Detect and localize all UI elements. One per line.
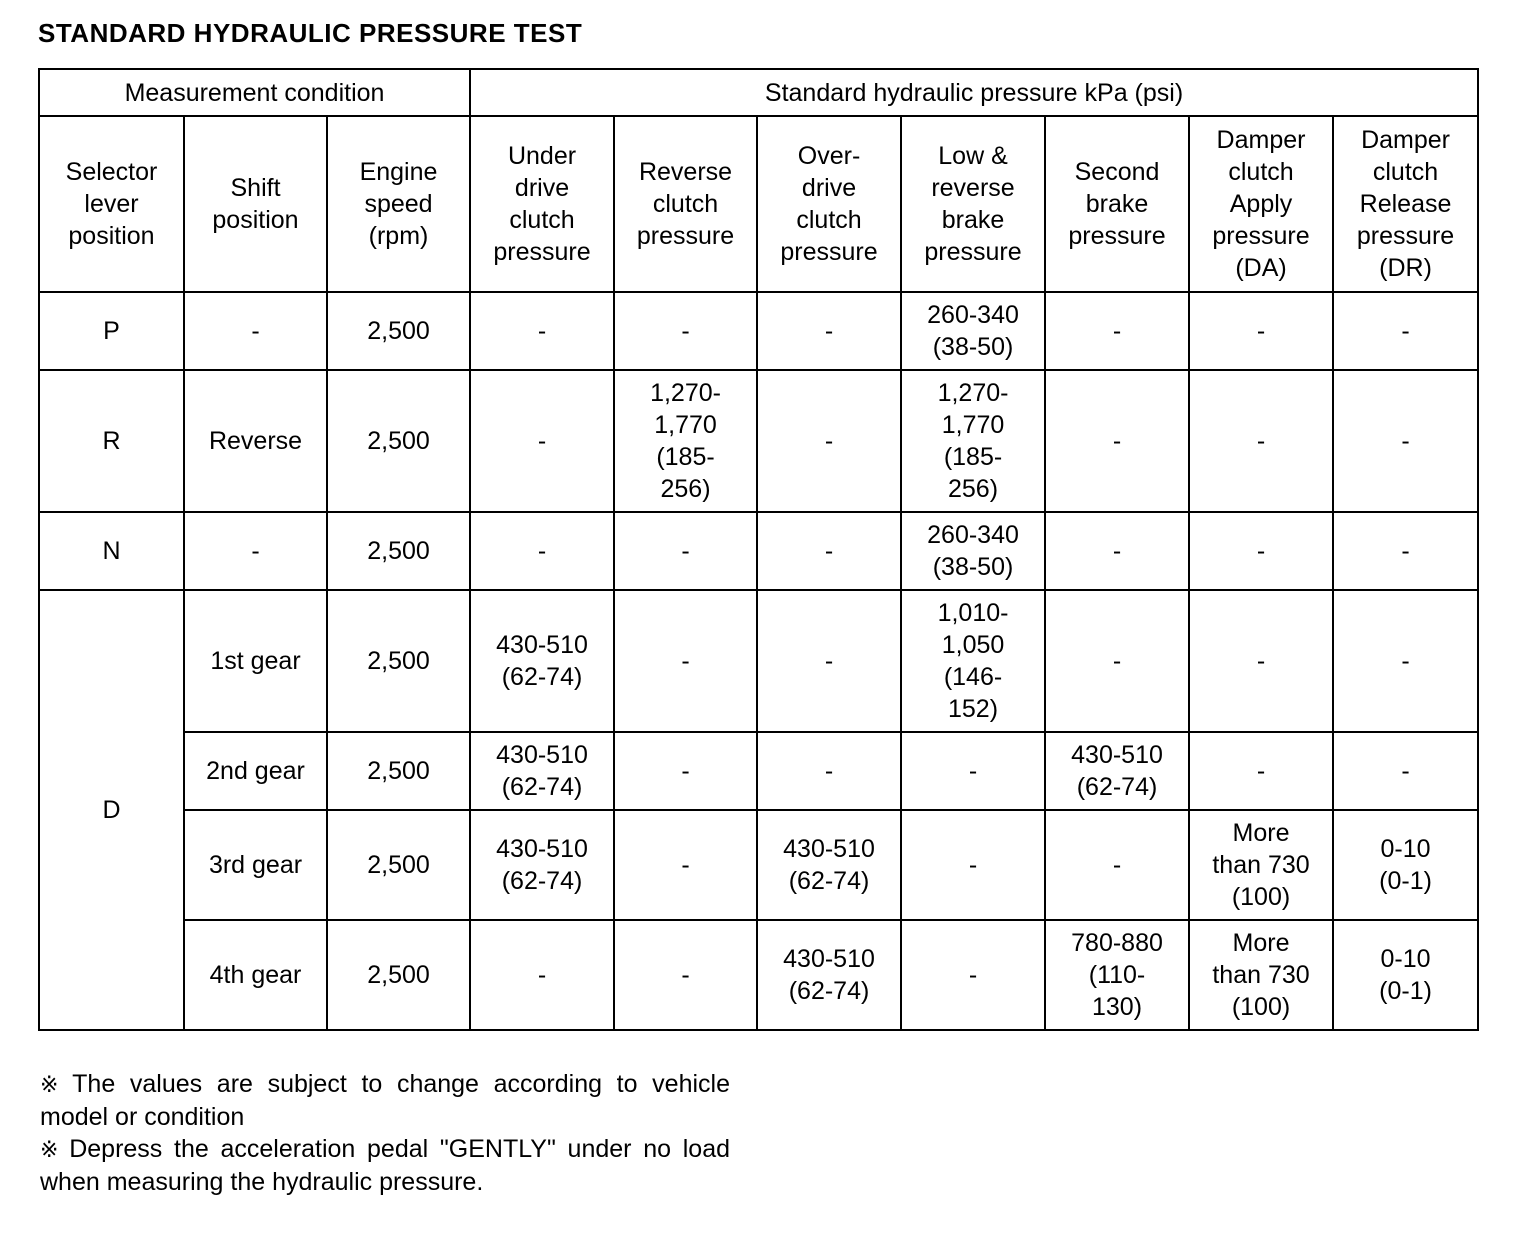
note-text: Depress the acceleration pedal "GENTLY" under no load when measuring the hydraulic pressure. bbox=[40, 1135, 731, 1196]
table-cell: 0-10 (0-1) bbox=[1333, 920, 1478, 1030]
table-cell: - bbox=[1045, 370, 1189, 512]
selector-cell: D bbox=[39, 590, 184, 1030]
table-cell: 2,500 bbox=[327, 732, 470, 810]
table-cell: - bbox=[184, 292, 327, 370]
table-cell: 430-510 (62-74) bbox=[757, 810, 901, 920]
table-cell: 4th gear bbox=[184, 920, 327, 1030]
table-cell: - bbox=[1189, 292, 1333, 370]
table-cell: - bbox=[1189, 370, 1333, 512]
table-cell: - bbox=[184, 512, 327, 590]
column-header: Selector lever position bbox=[39, 116, 184, 292]
table-row bbox=[39, 292, 1478, 370]
table-cell: 1st gear bbox=[184, 590, 327, 732]
table-cell: - bbox=[1333, 590, 1478, 732]
standard-pressure-header: Standard hydraulic pressure kPa (psi) bbox=[470, 69, 1478, 116]
notes bbox=[40, 1068, 730, 1198]
note-item bbox=[40, 1068, 730, 1133]
table-cell: - bbox=[614, 920, 757, 1030]
table-cell: 2,500 bbox=[327, 512, 470, 590]
table-cell: - bbox=[757, 292, 901, 370]
table-cell: 430-510 (62-74) bbox=[470, 590, 614, 732]
table-cell: Reverse bbox=[184, 370, 327, 512]
table-cell: - bbox=[614, 590, 757, 732]
table-row bbox=[39, 732, 1478, 810]
table-cell: - bbox=[1189, 732, 1333, 810]
table-cell: - bbox=[470, 370, 614, 512]
column-header: Over- drive clutch pressure bbox=[757, 116, 901, 292]
hydraulic-pressure-table bbox=[38, 68, 1479, 1031]
column-header: Engine speed (rpm) bbox=[327, 116, 470, 292]
table-cell: 1,270- 1,770 (185- 256) bbox=[614, 370, 757, 512]
page-title: STANDARD HYDRAULIC PRESSURE TEST bbox=[38, 18, 583, 48]
table-cell: - bbox=[614, 292, 757, 370]
reference-mark-icon: ※ bbox=[40, 1137, 64, 1162]
table-cell: 430-510 (62-74) bbox=[757, 920, 901, 1030]
measurement-condition-header: Measurement condition bbox=[39, 69, 470, 116]
table-cell: - bbox=[1045, 590, 1189, 732]
reference-mark-icon: ※ bbox=[40, 1072, 67, 1097]
table-cell: - bbox=[1045, 512, 1189, 590]
table-cell: 2,500 bbox=[327, 920, 470, 1030]
table-cell: 1,270- 1,770 (185- 256) bbox=[901, 370, 1045, 512]
table-cell: - bbox=[470, 512, 614, 590]
column-header: Damper clutch Release pressure (DR) bbox=[1333, 116, 1478, 292]
table-cell: 260-340 (38-50) bbox=[901, 292, 1045, 370]
table-cell: - bbox=[614, 810, 757, 920]
table-cell: - bbox=[1189, 590, 1333, 732]
table-cell: - bbox=[757, 590, 901, 732]
column-header: Shift position bbox=[184, 116, 327, 292]
table-cell: - bbox=[614, 732, 757, 810]
table-cell: 430-510 (62-74) bbox=[1045, 732, 1189, 810]
column-header: Reverse clutch pressure bbox=[614, 116, 757, 292]
table-cell: - bbox=[901, 920, 1045, 1030]
column-header: Under drive clutch pressure bbox=[470, 116, 614, 292]
table-cell: - bbox=[901, 732, 1045, 810]
table-cell: More than 730 (100) bbox=[1189, 810, 1333, 920]
table-cell: 780-880 (110- 130) bbox=[1045, 920, 1189, 1030]
table-cell: - bbox=[757, 370, 901, 512]
table-cell: 430-510 (62-74) bbox=[470, 732, 614, 810]
table-cell: - bbox=[614, 512, 757, 590]
table-cell: 1,010- 1,050 (146- 152) bbox=[901, 590, 1045, 732]
table-cell: - bbox=[1045, 810, 1189, 920]
table-row bbox=[39, 590, 1478, 732]
table-row bbox=[39, 810, 1478, 920]
table-cell: - bbox=[470, 292, 614, 370]
table-cell: - bbox=[1333, 512, 1478, 590]
table-cell: 260-340 (38-50) bbox=[901, 512, 1045, 590]
table-cell: - bbox=[757, 732, 901, 810]
table-cell: - bbox=[1189, 512, 1333, 590]
note-text: The values are subject to change according to vehicle model or condition bbox=[40, 1070, 730, 1131]
table-cell: 0-10 (0-1) bbox=[1333, 810, 1478, 920]
table-cell: - bbox=[757, 512, 901, 590]
table-cell: - bbox=[1333, 732, 1478, 810]
table-cell: 2nd gear bbox=[184, 732, 327, 810]
table-cell: More than 730 (100) bbox=[1189, 920, 1333, 1030]
selector-cell: P bbox=[39, 292, 184, 370]
column-header: Second brake pressure bbox=[1045, 116, 1189, 292]
table-cell: - bbox=[1045, 292, 1189, 370]
note-item bbox=[40, 1133, 730, 1198]
table-cell: - bbox=[470, 920, 614, 1030]
table-row bbox=[39, 370, 1478, 512]
table-cell: 3rd gear bbox=[184, 810, 327, 920]
table-cell: 2,500 bbox=[327, 292, 470, 370]
column-header: Damper clutch Apply pressure (DA) bbox=[1189, 116, 1333, 292]
table-row bbox=[39, 512, 1478, 590]
table-cell: 430-510 (62-74) bbox=[470, 810, 614, 920]
selector-cell: N bbox=[39, 512, 184, 590]
column-header: Low & reverse brake pressure bbox=[901, 116, 1045, 292]
table-cell: 2,500 bbox=[327, 370, 470, 512]
table-cell: - bbox=[1333, 370, 1478, 512]
table-row bbox=[39, 920, 1478, 1030]
table-cell: 2,500 bbox=[327, 590, 470, 732]
selector-cell: R bbox=[39, 370, 184, 512]
table-cell: 2,500 bbox=[327, 810, 470, 920]
table-cell: - bbox=[901, 810, 1045, 920]
table-cell: - bbox=[1333, 292, 1478, 370]
